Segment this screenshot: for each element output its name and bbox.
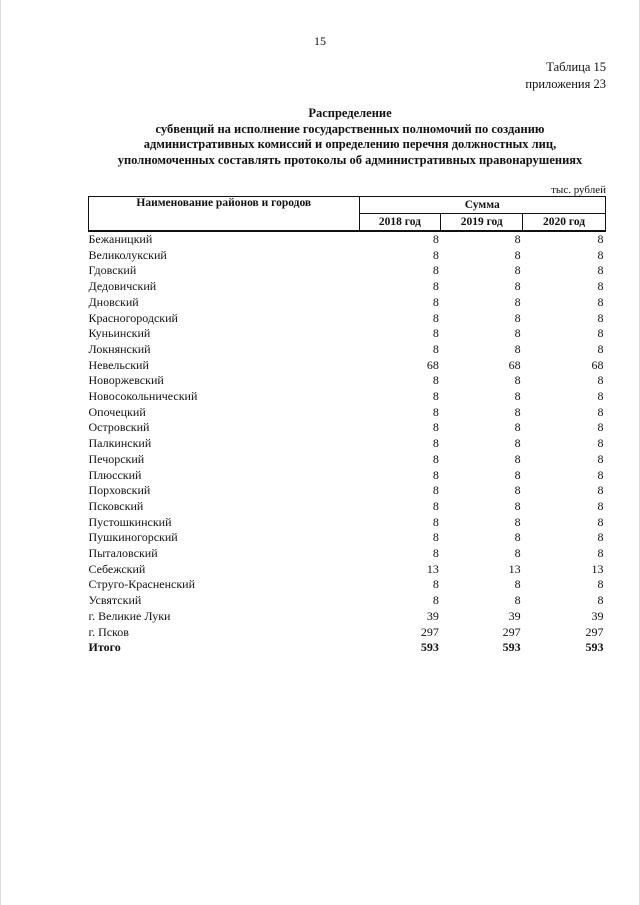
amount-2018: 39 <box>426 608 439 623</box>
amount-2019: 8 <box>514 263 521 278</box>
district-name: Псковский <box>88 498 144 513</box>
amount-2020: 8 <box>597 389 604 404</box>
amount-2019: 8 <box>514 279 521 294</box>
amount-2018: 8 <box>432 341 439 356</box>
amount-2019: 8 <box>514 467 521 482</box>
table-row <box>89 342 606 358</box>
amount-2020: 8 <box>597 483 604 498</box>
amount-2018: 8 <box>432 326 439 341</box>
table-row <box>89 263 606 279</box>
district-name: Усвятский <box>88 593 142 608</box>
amount-2020: 8 <box>597 530 604 545</box>
amount-2020: 8 <box>597 498 604 513</box>
district-name: Дновский <box>88 294 139 309</box>
amount-2020: 68 <box>591 357 604 372</box>
district-name: Порховский <box>88 483 151 498</box>
table-row <box>89 358 606 374</box>
amount-2019: 8 <box>514 389 521 404</box>
header-year-2019: 2019 год <box>441 214 523 232</box>
amount-2019: 68 <box>508 357 521 372</box>
units-label: тыс. рублей <box>551 184 606 196</box>
amount-2019: 8 <box>514 341 521 356</box>
amount-2019: 8 <box>514 483 521 498</box>
district-name: Пыталовский <box>88 546 158 561</box>
amount-2020: 8 <box>597 341 604 356</box>
amount-2018: 8 <box>432 530 439 545</box>
amount-2020: 8 <box>597 467 604 482</box>
title-line-1: Распределение <box>308 106 392 120</box>
amount-2018: 8 <box>432 404 439 419</box>
amount-2018: 297 <box>420 624 439 639</box>
amount-2018: 8 <box>432 514 439 529</box>
amount-2019: 8 <box>514 593 521 608</box>
amount-2019: 8 <box>514 514 521 529</box>
amount-2019: 8 <box>514 232 521 246</box>
table-row <box>89 420 606 436</box>
appendix-reference: приложения 23 <box>525 77 606 91</box>
table-row <box>89 625 606 641</box>
table-row <box>89 546 606 562</box>
table-row <box>89 311 606 327</box>
amount-2019: 8 <box>514 530 521 545</box>
table-row <box>89 593 606 609</box>
district-name: Невельский <box>88 357 149 372</box>
district-name: Дедовичский <box>88 279 157 294</box>
district-name: Новосокольнический <box>88 389 198 404</box>
district-name: Бежаницкий <box>88 232 153 246</box>
amount-2018: 8 <box>432 546 439 561</box>
table-row <box>89 373 606 389</box>
amount-2019: 8 <box>514 294 521 309</box>
amount-2019: 8 <box>514 546 521 561</box>
district-name: г. Великие Луки <box>88 608 171 623</box>
amount-2018: 8 <box>432 593 439 608</box>
amount-2019: 8 <box>514 451 521 466</box>
title-line-3: административных комиссий и определению перечня должностных лиц, <box>143 137 557 151</box>
amount-2019: 8 <box>514 310 521 325</box>
amount-2020: 8 <box>597 279 604 294</box>
title-line-4: уполномоченных составлять протоколы об административных правонарушениях <box>117 152 583 167</box>
table-row <box>89 483 606 499</box>
amount-2018: 8 <box>432 451 439 466</box>
table-row <box>89 577 606 593</box>
amount-2018: 8 <box>432 498 439 513</box>
amount-2020: 13 <box>591 561 604 576</box>
table-row <box>89 436 606 452</box>
table-row <box>89 231 606 248</box>
amount-2018: 8 <box>432 420 439 435</box>
document-title <box>60 106 640 168</box>
scan-left-edge <box>0 0 1 905</box>
district-name: Плюсский <box>88 467 142 482</box>
district-name: Новоржевский <box>88 373 164 388</box>
district-name: Пушкиногорский <box>88 530 178 545</box>
table-row <box>89 295 606 311</box>
table-row <box>89 468 606 484</box>
amount-2018: 13 <box>426 561 439 576</box>
district-name: Палкинский <box>88 436 152 451</box>
amount-2019: 297 <box>502 624 521 639</box>
amount-2018: 8 <box>432 389 439 404</box>
district-name: Островский <box>88 420 150 435</box>
header-year-2020: 2020 год <box>523 214 606 232</box>
amount-2020: 8 <box>597 263 604 278</box>
table-body <box>89 231 606 656</box>
amount-2018: 68 <box>426 357 439 372</box>
amount-2018: 8 <box>432 577 439 592</box>
page-number: 15 <box>314 34 326 48</box>
table-row <box>89 530 606 546</box>
district-name: Великолукский <box>88 247 167 262</box>
amount-2020: 8 <box>597 310 604 325</box>
amount-2019: 8 <box>514 373 521 388</box>
amount-2019: 593 <box>502 640 521 655</box>
amount-2020: 8 <box>597 404 604 419</box>
amount-2018: 8 <box>432 232 439 246</box>
amount-2019: 8 <box>514 577 521 592</box>
total-row <box>89 640 606 656</box>
amount-2020: 8 <box>597 326 604 341</box>
amount-2019: 39 <box>508 608 521 623</box>
amount-2020: 8 <box>597 294 604 309</box>
amount-2020: 8 <box>597 546 604 561</box>
table-row <box>89 452 606 468</box>
table-row <box>89 562 606 578</box>
table-row <box>89 326 606 342</box>
header-sum: Сумма <box>359 197 605 214</box>
amount-2020: 8 <box>597 577 604 592</box>
amount-2019: 8 <box>514 436 521 451</box>
amount-2020: 8 <box>597 436 604 451</box>
table-reference: Таблица 15 <box>546 60 606 74</box>
amount-2019: 8 <box>514 420 521 435</box>
table-row <box>89 279 606 295</box>
amount-2018: 593 <box>420 640 439 655</box>
amount-2018: 8 <box>432 279 439 294</box>
district-name: Себежский <box>88 561 146 576</box>
district-name: Гдовский <box>88 263 137 278</box>
amount-2018: 8 <box>432 467 439 482</box>
header-year-2018: 2018 год <box>359 214 441 232</box>
amount-2020: 593 <box>585 640 604 655</box>
district-name: г. Псков <box>88 624 129 639</box>
amount-2020: 8 <box>597 247 604 262</box>
amount-2019: 13 <box>508 561 521 576</box>
table-row <box>89 499 606 515</box>
amount-2018: 8 <box>432 263 439 278</box>
amount-2019: 8 <box>514 404 521 419</box>
district-name: Куньинский <box>88 326 151 341</box>
table-row <box>89 405 606 421</box>
amount-2018: 8 <box>432 373 439 388</box>
district-name: Опочецкий <box>88 404 146 419</box>
amount-2020: 8 <box>597 420 604 435</box>
amount-2020: 8 <box>597 514 604 529</box>
title-line-2: субвенций на исполнение государственных полномочий по созданию <box>155 121 545 136</box>
amount-2018: 8 <box>432 310 439 325</box>
table-row <box>89 609 606 625</box>
district-name: Локнянский <box>88 341 151 356</box>
amount-2018: 8 <box>432 483 439 498</box>
amount-2020: 297 <box>585 624 604 639</box>
district-name: Печорский <box>88 451 145 466</box>
amount-2020: 8 <box>597 373 604 388</box>
district-name: Красногородский <box>88 310 178 325</box>
district-name: Пустошкинский <box>88 514 172 529</box>
header-name: Наименование районов и городов <box>89 197 360 232</box>
total-label: Итого <box>88 640 121 655</box>
subsidy-table <box>88 196 606 656</box>
table-row <box>89 248 606 264</box>
amount-2020: 8 <box>597 593 604 608</box>
amount-2019: 8 <box>514 326 521 341</box>
amount-2020: 8 <box>597 451 604 466</box>
amount-2018: 8 <box>432 436 439 451</box>
amount-2018: 8 <box>432 247 439 262</box>
amount-2020: 8 <box>597 232 604 246</box>
table-row <box>89 389 606 405</box>
amount-2020: 39 <box>591 608 604 623</box>
district-name: Струго-Красненский <box>88 577 196 592</box>
amount-2019: 8 <box>514 498 521 513</box>
amount-2019: 8 <box>514 247 521 262</box>
amount-2018: 8 <box>432 294 439 309</box>
table-row <box>89 515 606 531</box>
